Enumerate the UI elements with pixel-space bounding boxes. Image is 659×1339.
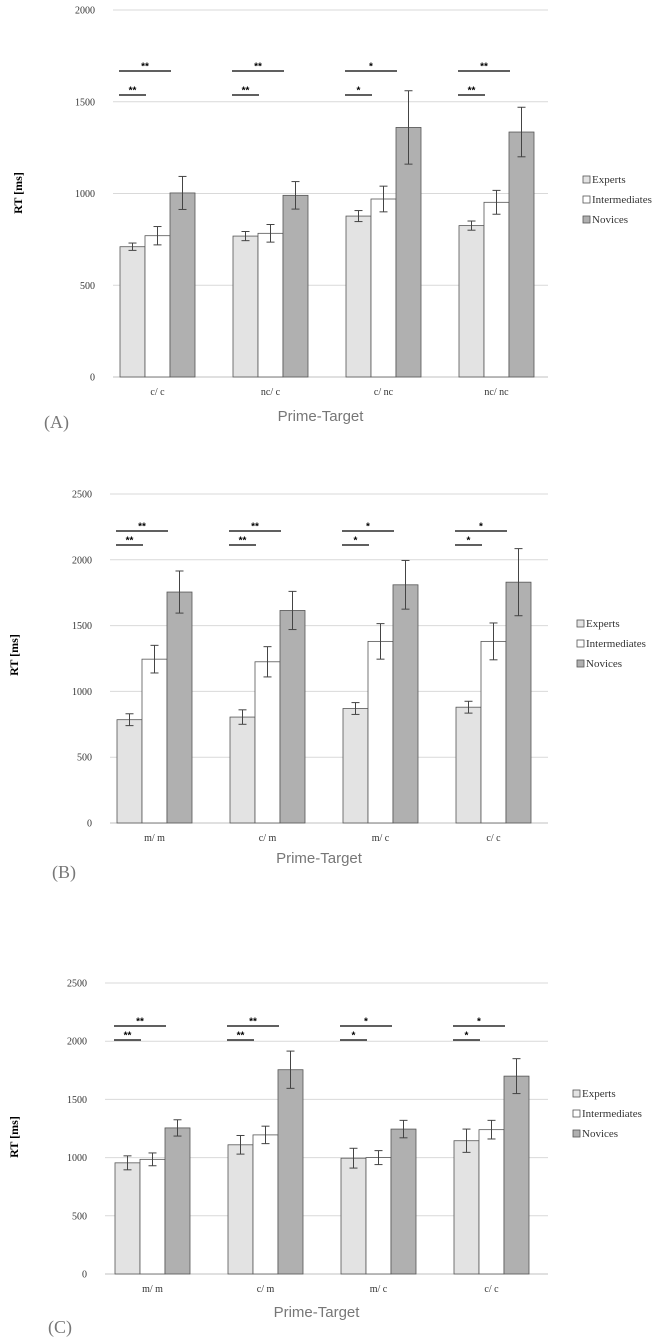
legend-label-intermediates: Intermediates	[582, 1108, 642, 1120]
y-tick-label: 1000	[75, 189, 95, 200]
bar-experts	[459, 226, 484, 377]
bar-intermediates	[258, 233, 283, 377]
bar-intermediates	[253, 1135, 278, 1274]
chart-a-svg	[0, 0, 659, 440]
chart-panel-c	[0, 885, 659, 1339]
y-axis-label: RT [ms]	[11, 172, 25, 214]
x-tick-label: m/ c	[369, 1284, 388, 1295]
bar-experts	[228, 1145, 253, 1274]
significance-label-outer: **	[138, 521, 146, 533]
x-tick-label: m/ c	[371, 833, 390, 844]
significance-label-outer: **	[251, 521, 259, 533]
legend-label-novices: Novices	[582, 1128, 619, 1140]
chart-c-svg	[0, 885, 659, 1339]
significance-label-outer: *	[369, 61, 373, 73]
bar-experts	[456, 707, 481, 823]
x-tick-label: nc/ nc	[484, 387, 509, 398]
x-tick-label: c/ c	[150, 387, 165, 398]
significance-label-outer: *	[366, 521, 370, 533]
bar-novices	[506, 582, 531, 823]
bar-intermediates	[140, 1159, 165, 1274]
y-axis-label: RT [ms]	[7, 1116, 21, 1158]
significance-label-inner: **	[238, 535, 247, 547]
legend-swatch-novices	[577, 660, 584, 667]
bar-intermediates	[481, 641, 506, 823]
significance-label-inner: **	[128, 85, 137, 97]
chart-panel-a	[0, 0, 659, 440]
bar-novices	[278, 1070, 303, 1274]
significance-label-inner: **	[125, 535, 134, 547]
significance-label-inner: **	[241, 85, 250, 97]
bar-experts	[341, 1158, 366, 1274]
legend-label-intermediates: Intermediates	[586, 638, 646, 650]
bar-experts	[117, 720, 142, 823]
bar-intermediates	[255, 662, 280, 823]
legend-label-experts: Experts	[592, 174, 626, 186]
bar-novices	[170, 193, 195, 377]
bar-novices	[167, 592, 192, 823]
bar-experts	[346, 216, 371, 377]
x-tick-label: c/ m	[258, 833, 277, 844]
legend-swatch-intermediates	[583, 196, 590, 203]
legend-label-novices: Novices	[592, 214, 629, 226]
y-tick-label: 1000	[72, 686, 92, 698]
significance-label-inner: *	[351, 1030, 356, 1042]
significance-label-inner: **	[236, 1030, 245, 1042]
legend-label-experts: Experts	[582, 1088, 616, 1100]
legend-swatch-intermediates	[573, 1110, 580, 1117]
x-tick-label: nc/ c	[260, 387, 281, 398]
bar-novices	[165, 1128, 190, 1274]
x-tick-label: m/ m	[144, 833, 165, 844]
x-tick-label: c/ nc	[373, 387, 394, 398]
bar-novices	[283, 195, 308, 377]
bar-intermediates	[366, 1158, 391, 1274]
legend-swatch-intermediates	[577, 640, 584, 647]
y-axis-label: RT [ms]	[7, 634, 21, 676]
bar-experts	[233, 236, 258, 377]
x-tick-label: c/ c	[484, 1284, 499, 1295]
bar-novices	[509, 132, 534, 377]
bar-intermediates	[484, 202, 509, 377]
y-tick-label: 1500	[75, 97, 95, 109]
significance-label-outer: **	[254, 61, 262, 73]
significance-label-outer: **	[136, 1016, 144, 1028]
y-tick-label: 500	[72, 1211, 87, 1223]
y-tick-label: 1000	[67, 1153, 87, 1165]
significance-label-inner: **	[467, 85, 476, 97]
x-axis-label: Prime-Target	[276, 850, 362, 867]
bar-experts	[120, 247, 145, 377]
legend-swatch-experts	[573, 1090, 580, 1097]
y-tick-label: 2500	[72, 489, 92, 501]
legend-swatch-experts	[583, 176, 590, 183]
bar-experts	[230, 717, 255, 823]
y-tick-label: 2500	[67, 978, 87, 990]
bar-experts	[454, 1141, 479, 1274]
y-tick-label: 1500	[67, 1094, 87, 1106]
significance-label-inner: **	[123, 1030, 132, 1042]
y-tick-label: 0	[90, 372, 95, 384]
significance-label-inner: *	[464, 1030, 469, 1042]
significance-label-inner: *	[356, 85, 361, 97]
panel-label: (C)	[48, 1317, 72, 1337]
legend-swatch-novices	[573, 1130, 580, 1137]
significance-label-outer: *	[477, 1016, 481, 1028]
bar-novices	[504, 1076, 529, 1274]
chart-panel-b	[0, 440, 659, 885]
x-axis-label: Prime-Target	[277, 408, 364, 425]
bar-novices	[280, 610, 305, 823]
significance-label-outer: **	[249, 1016, 257, 1028]
bar-intermediates	[368, 641, 393, 823]
legend-swatch-novices	[583, 216, 590, 223]
bar-novices	[396, 127, 421, 377]
bar-intermediates	[371, 199, 396, 377]
legend-label-experts: Experts	[586, 618, 620, 630]
significance-label-inner: *	[466, 535, 471, 547]
x-axis-label: Prime-Target	[273, 1304, 360, 1321]
y-tick-label: 500	[77, 752, 92, 764]
bar-experts	[343, 709, 368, 823]
y-tick-label: 2000	[75, 5, 95, 17]
significance-label-outer: *	[479, 521, 483, 533]
y-tick-label: 0	[87, 818, 92, 830]
significance-label-outer: **	[141, 61, 149, 73]
x-tick-label: m/ m	[142, 1284, 163, 1295]
legend-label-novices: Novices	[586, 658, 623, 670]
y-tick-label: 1500	[72, 621, 92, 633]
y-tick-label: 2000	[72, 555, 92, 567]
chart-b-svg	[0, 440, 659, 885]
bar-intermediates	[479, 1130, 504, 1274]
bar-intermediates	[142, 659, 167, 823]
bar-novices	[393, 585, 418, 823]
panel-label: (A)	[44, 412, 69, 432]
y-tick-label: 2000	[67, 1036, 87, 1048]
y-tick-label: 500	[80, 280, 95, 292]
legend-label-intermediates: Intermediates	[592, 194, 652, 206]
x-tick-label: c/ m	[256, 1284, 275, 1295]
y-tick-label: 0	[82, 1269, 87, 1281]
bar-novices	[391, 1129, 416, 1274]
significance-label-outer: *	[364, 1016, 368, 1028]
bar-experts	[115, 1163, 140, 1274]
x-tick-label: c/ c	[486, 833, 501, 844]
significance-label-outer: **	[480, 61, 488, 73]
panel-label: (B)	[52, 862, 76, 882]
significance-label-inner: *	[353, 535, 358, 547]
bar-intermediates	[145, 236, 170, 377]
legend-swatch-experts	[577, 620, 584, 627]
